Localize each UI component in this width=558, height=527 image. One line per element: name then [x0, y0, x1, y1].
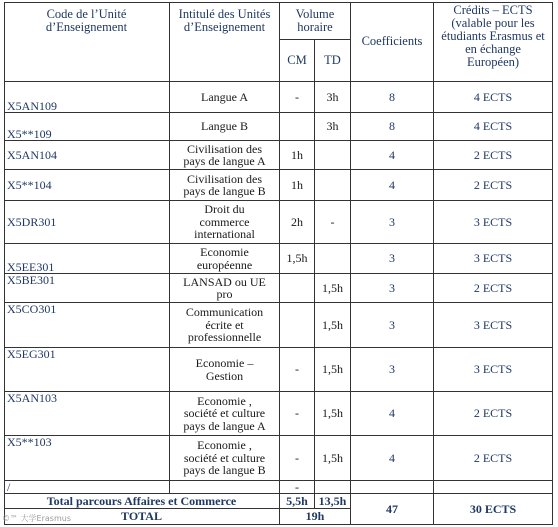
total-ects: 30 ECTS — [434, 494, 553, 525]
total-parcours-td: 13,5h — [315, 494, 351, 509]
row-coefficient: 8 — [351, 113, 434, 141]
row-title: LANSAD ou UE pro — [170, 274, 280, 303]
row-title: Economie – Gestion — [170, 348, 280, 392]
row-td: 3h — [315, 82, 351, 113]
header-volume: Volume horaire — [280, 2, 351, 40]
header-td: TD — [315, 40, 351, 82]
row-title: Economie européenne — [170, 244, 280, 274]
row-coefficient: 3 — [351, 303, 434, 348]
row-cm: - — [280, 481, 315, 494]
header-intitule: Intitulé des Unités d’Enseignement — [170, 2, 280, 82]
row-cm: 2h — [280, 201, 315, 244]
row-ects: 2 ECTS — [434, 274, 553, 303]
row-code: X5DR301 — [4, 201, 170, 244]
row-td: - — [315, 201, 351, 244]
row-coefficient: 3 — [351, 348, 434, 392]
total-label: TOTAL — [4, 509, 280, 525]
row-cm: 1,5h — [280, 244, 315, 274]
row-td: 1,5h — [315, 392, 351, 436]
row-title: Communication écrite et professionnelle — [170, 303, 280, 348]
row-td: 1,5h — [315, 348, 351, 392]
row-title: Economie , société et culture pays de langue B — [170, 436, 280, 481]
row-td: 1,5h — [315, 274, 351, 303]
row-ects: 3 ECTS — [434, 348, 553, 392]
course-table — [4, 2, 553, 525]
row-coefficient: 4 — [351, 436, 434, 481]
row-code: X5AN109 — [4, 82, 170, 113]
total-coefficients: 47 — [351, 494, 434, 525]
row-code: X5**109 — [4, 113, 170, 141]
row-coefficient: 8 — [351, 82, 434, 113]
row-cm — [280, 113, 315, 141]
watermark: ©™ 大学Erasmus — [2, 514, 71, 523]
row-td: 3h — [315, 113, 351, 141]
row-td — [315, 481, 351, 494]
row-ects: 2 ECTS — [434, 141, 553, 170]
row-code: X5**104 — [4, 170, 170, 201]
total-parcours-label: Total parcours Affaires et Commerce — [4, 494, 280, 509]
total-parcours-cm: 5,5h — [280, 494, 315, 509]
row-coefficient: 3 — [351, 244, 434, 274]
header-credits: Crédits – ECTS (valable pour les étudiants Erasmus et en échange Européen) — [434, 2, 553, 82]
row-title: Droit du commerce international — [170, 201, 280, 244]
row-td: 1,5h — [315, 303, 351, 348]
row-title: Langue B — [170, 113, 280, 141]
row-code: X5CO301 — [4, 303, 170, 348]
row-cm: - — [280, 348, 315, 392]
row-cm: - — [280, 392, 315, 436]
header-code: Code de l’Unité d’Enseignement — [4, 2, 170, 82]
row-coefficient: 4 — [351, 170, 434, 201]
row-ects: 3 ECTS — [434, 303, 553, 348]
row-ects: 4 ECTS — [434, 113, 553, 141]
row-td — [315, 141, 351, 170]
row-cm: - — [280, 436, 315, 481]
row-td — [315, 170, 351, 201]
total-hours: 19h — [280, 509, 351, 525]
row-title — [170, 481, 280, 494]
row-cm: - — [280, 82, 315, 113]
row-ects: 4 ECTS — [434, 82, 553, 113]
row-code: X5EE301 — [4, 244, 170, 274]
row-code: X5EG301 — [4, 348, 170, 392]
row-title: Langue A — [170, 82, 280, 113]
row-code: / — [4, 481, 170, 494]
row-code: X5AN104 — [4, 141, 170, 170]
row-code: X5BE301 — [4, 274, 170, 303]
row-td — [315, 244, 351, 274]
row-code: X5AN103 — [4, 392, 170, 436]
row-ects: 2 ECTS — [434, 170, 553, 201]
row-ects: 3 ECTS — [434, 201, 553, 244]
row-cm: 1h — [280, 141, 315, 170]
row-cm — [280, 274, 315, 303]
row-ects — [434, 481, 553, 494]
row-ects: 2 ECTS — [434, 392, 553, 436]
row-coefficient: 3 — [351, 274, 434, 303]
row-ects: 2 ECTS — [434, 436, 553, 481]
header-coefficients: Coefficients — [351, 2, 434, 82]
row-title: Civilisation des pays de langue B — [170, 170, 280, 201]
row-title: Economie , société et culture pays de langue A — [170, 392, 280, 436]
row-cm: 1h — [280, 170, 315, 201]
row-coefficient: 4 — [351, 141, 434, 170]
header-cm: CM — [280, 40, 315, 82]
row-coefficient: 3 — [351, 201, 434, 244]
row-coefficient — [351, 481, 434, 494]
row-td: 1,5h — [315, 436, 351, 481]
row-ects: 3 ECTS — [434, 244, 553, 274]
row-coefficient: 4 — [351, 392, 434, 436]
row-title: Civilisation des pays de langue A — [170, 141, 280, 170]
row-cm — [280, 303, 315, 348]
row-code: X5**103 — [4, 436, 170, 481]
